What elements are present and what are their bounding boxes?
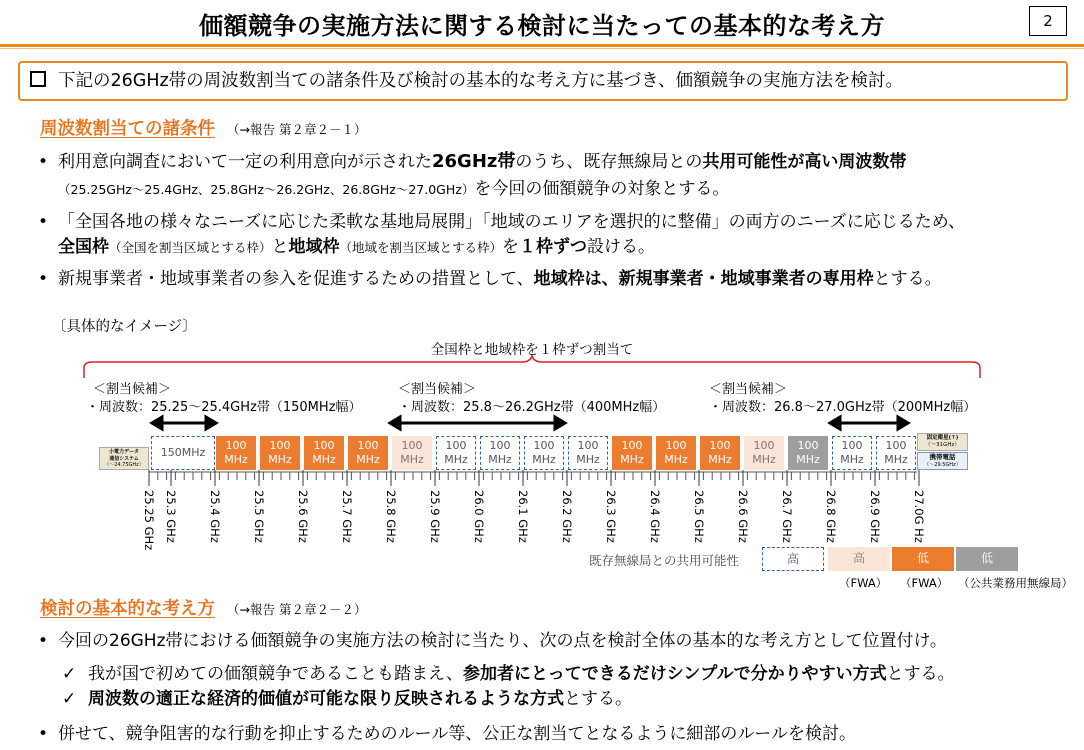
band-cell-unit: MHz bbox=[444, 453, 468, 466]
frequency-axis bbox=[149, 470, 919, 486]
s1-bullet-2: • 「全国各地の様々なニーズに応じた柔軟な基地局展開」「地域のエリアを選択的に整備」の両方のニーズに応じるため、 bbox=[38, 212, 966, 232]
page-number: 2 bbox=[1029, 6, 1067, 36]
legend-sub-label: （FWA） bbox=[839, 576, 888, 590]
band-cell-value: 100 bbox=[709, 439, 731, 452]
frequency-tick-label: 26.0 GHz bbox=[472, 490, 486, 543]
band-cell-value: 100 bbox=[357, 439, 379, 452]
band-cell-value: 100 bbox=[841, 439, 863, 452]
band-cell bbox=[700, 436, 740, 470]
candidate-2-freq: ・周波数：25.8～26.2GHz帯（400MHz幅） bbox=[398, 400, 666, 415]
fixed-satellite-box bbox=[917, 433, 968, 451]
band-cell-unit: MHz bbox=[488, 453, 512, 466]
band-cell bbox=[260, 436, 300, 470]
legend-swatch: 高 bbox=[828, 547, 890, 571]
candidate-1-freq: ・周波数：25.25～25.4GHz帯（150MHz幅） bbox=[86, 400, 362, 415]
s1b2-t5: 地域枠 bbox=[288, 237, 340, 257]
frequency-tick-label: 25.3 GHz bbox=[164, 490, 178, 543]
rtop-l1: 固定衛星(↑) bbox=[926, 435, 959, 441]
band-cell-unit: MHz bbox=[840, 453, 864, 466]
page-title: 価額競争の実施方法に関する検討に当たっての基本的な考え方 bbox=[199, 12, 885, 40]
s2-check-1 bbox=[62, 659, 955, 684]
rtop-l2: （～31GHz） bbox=[925, 442, 960, 448]
frequency-tick-label: 26.5 GHz bbox=[692, 490, 706, 543]
candidate-3-freq: ・周波数：26.8～27.0GHz帯（200MHz幅） bbox=[709, 400, 977, 415]
s1b1-t1: 利用意向調査において一定の利用意向が示された bbox=[58, 152, 432, 172]
band-cell bbox=[216, 436, 256, 470]
s1b1-t5: （25.25GHz～25.4GHz、25.8GHz～26.2GHz、26.8GHz～27.0GHz） bbox=[58, 182, 475, 197]
band-cell bbox=[788, 436, 828, 470]
frequency-tick-label: 25.8 GHz bbox=[384, 490, 398, 543]
band-cell-unit: MHz bbox=[752, 453, 776, 466]
band-cell bbox=[832, 436, 872, 470]
band-cell-unit: MHz bbox=[576, 453, 600, 466]
band-cell bbox=[568, 436, 608, 470]
legend-label: 既存無線局との共用可能性 bbox=[589, 553, 740, 568]
s1b3-t2: 地域枠は、新規事業者・地域事業者の専用枠 bbox=[533, 269, 874, 289]
band-cell-unit: MHz bbox=[884, 453, 908, 466]
legend-sub-label: （FWA） bbox=[900, 576, 949, 590]
s2-bullet-1: • 今回の26GHz帯における価額競争の実施方法の検討に当たり、次の点を検討全体の基本的な考え方として位置付け。 bbox=[38, 631, 947, 651]
legend-swatch: 高 bbox=[762, 547, 824, 571]
check-icon: ✓ bbox=[62, 689, 77, 709]
s1b2-t8: １枠ずつ bbox=[519, 237, 588, 257]
frequency-tick-label: 26.4 GHz bbox=[648, 490, 662, 543]
band-cell-value: 100 bbox=[753, 439, 775, 452]
band-cell bbox=[392, 436, 432, 470]
band-cell bbox=[744, 436, 784, 470]
legend-swatch: 低 bbox=[956, 547, 1018, 571]
band-cell-unit: MHz bbox=[312, 453, 336, 466]
band-cell bbox=[876, 436, 916, 470]
band-cell-unit: MHz bbox=[268, 453, 292, 466]
band-cell-unit: MHz bbox=[664, 453, 688, 466]
s2-bullet-2: • 併せて、競争阻害的な行動を抑止するためのルール等、公正な割当てとなるように細部のルールを検討。 bbox=[38, 724, 856, 744]
s1-bullet-1: • 利用意向調査において一定の利用意向が示された26GHz帯のうち、既存無線局との共用可能性が高い周波数帯 bbox=[38, 151, 907, 172]
s2c2-t2: とする。 bbox=[564, 689, 632, 709]
band-cell-value: 100 bbox=[577, 439, 599, 452]
s1b2-t9: 設ける。 bbox=[587, 237, 656, 257]
band-cell-unit: MHz bbox=[356, 453, 380, 466]
band-cell-value: 100 bbox=[445, 439, 467, 452]
s2c1-t3: とする。 bbox=[886, 664, 955, 684]
summary-text: 下記の26GHz帯の周波数割当ての諸条件及び検討の基本的な考え方に基づき、価額競争の実施方法を検討。 bbox=[58, 71, 903, 91]
band-cell-value: 100 bbox=[885, 439, 907, 452]
band-cell-value: 100 bbox=[313, 439, 335, 452]
band-cell-unit: MHz bbox=[708, 453, 732, 466]
legend-swatch: 低 bbox=[892, 547, 954, 571]
frequency-tick-label: 25.7 GHz bbox=[340, 490, 354, 543]
s1b2-t7: を bbox=[502, 237, 520, 257]
section2-heading bbox=[40, 595, 366, 620]
frequency-tick-label: 26.3 GHz bbox=[604, 490, 618, 543]
band-cell-value: 100 bbox=[225, 439, 247, 452]
lbox-l3: （～24.75GHz） bbox=[104, 462, 144, 468]
section2-heading-text: 検討の基本的な考え方 bbox=[40, 599, 215, 619]
s2b1-text: 今回の26GHz帯における価額競争の実施方法の検討に当たり、次の点を検討全体の基本的な考え方として位置付け。 bbox=[58, 631, 947, 651]
frequency-tick-label: 26.1 GHz bbox=[516, 490, 530, 543]
candidate-3-head: ＜割当候補＞ bbox=[709, 382, 788, 397]
s1b3-t1: 新規事業者・地域事業者の参入を促進するための措置として、 bbox=[58, 269, 534, 289]
frequency-tick-label: 26.6 GHz bbox=[736, 490, 750, 543]
s1b2-t4: と bbox=[271, 237, 289, 257]
frequency-tick-label: 25.5 GHz bbox=[252, 490, 266, 543]
section1-ref: （→報告 第２章２－１） bbox=[227, 122, 367, 137]
band-cell bbox=[304, 436, 344, 470]
s1b2-t3: （全国を割当区域とする枠） bbox=[109, 240, 272, 255]
band-cell-value: 100 bbox=[797, 439, 819, 452]
frequency-tick-label: 26.7 GHz bbox=[780, 490, 794, 543]
candidate-2-head: ＜割当候補＞ bbox=[398, 382, 477, 397]
block-150mhz bbox=[151, 436, 215, 470]
s1b2-t6: （地域を割当区域とする枠） bbox=[339, 240, 503, 255]
candidate-1-head: ＜割当候補＞ bbox=[93, 382, 172, 397]
s2c2-t1: 周波数の適正な経済的価値が可能な限り反映されるような方式 bbox=[88, 689, 564, 709]
s1b1-t4: 共用可能性が高い周波数帯 bbox=[702, 152, 907, 172]
section2-ref: （→報告 第２章２－２） bbox=[227, 602, 367, 617]
check-icon: ✓ bbox=[62, 664, 77, 684]
band-cell bbox=[348, 436, 388, 470]
s2c1-t1: 我が国で初めての価額競争であることも踏まえ、 bbox=[88, 664, 464, 684]
s2c1-t2: 参加者にとってできるだけシンプルで分かりやすい方式 bbox=[463, 664, 887, 684]
s2b2-text: 併せて、競争阻害的な行動を抑止するためのルール等、公正な割当てとなるように細部のルールを検討。 bbox=[58, 724, 856, 744]
s1b2-t1: 「全国各地の様々なニーズに応じた柔軟な基地局展開」「地域のエリアを選択的に整備」の両方のニーズに応じるため、 bbox=[58, 212, 966, 232]
band-cell-value: 100 bbox=[621, 439, 643, 452]
frequency-tick-label: 26.9 GHz bbox=[868, 490, 882, 543]
band-cell bbox=[524, 436, 564, 470]
band-cell-value: 100 bbox=[269, 439, 291, 452]
frequency-tick-label: 25.9 GHz bbox=[428, 490, 442, 543]
frequency-tick-label: 25.6 GHz bbox=[296, 490, 310, 543]
s1b1-t3: のうち、既存無線局との bbox=[515, 152, 703, 172]
band-cell bbox=[612, 436, 652, 470]
s1-bullet-3: • 新規事業者・地域事業者の参入を促進するための措置として、地域枠は、新規事業者・地域事業者の専用枠とする。 bbox=[38, 269, 942, 289]
section1-heading-text: 周波数割当ての諸条件 bbox=[40, 119, 215, 139]
low-power-data-box bbox=[99, 447, 149, 470]
s1b1-t2: 26GHz帯 bbox=[432, 151, 516, 172]
allocation-brace bbox=[84, 356, 980, 378]
frequency-tick-label: 25.25 GHz bbox=[142, 490, 156, 551]
band-cell bbox=[656, 436, 696, 470]
band-cell-unit: MHz bbox=[224, 453, 248, 466]
range-arrows bbox=[152, 417, 908, 429]
band-cell-value: 100 bbox=[665, 439, 687, 452]
legend-sub-label: （公共業務用無線局） bbox=[958, 576, 1073, 590]
frequency-tick-label: 26.2 GHz bbox=[560, 490, 574, 543]
frequency-tick-label: 25.4 GHz bbox=[208, 490, 222, 543]
rbot-l1: 携帯電話 bbox=[929, 453, 956, 461]
lbox-l2: 通信システム bbox=[109, 455, 139, 462]
brace-label: 全国枠と地域枠を１枠ずつ割当て bbox=[430, 342, 634, 358]
s1b2-t2: 全国枠 bbox=[58, 237, 109, 257]
diagram-caption: 〔具体的なイメージ〕 bbox=[52, 319, 197, 335]
band-cell-value: 100 bbox=[401, 439, 423, 452]
frequency-tick-label: 27.0G Hz bbox=[912, 490, 926, 543]
s1b3-t3: とする。 bbox=[873, 269, 942, 289]
block-150mhz-label: 150MHz bbox=[160, 446, 206, 459]
band-cell-value: 100 bbox=[533, 439, 555, 452]
frequency-tick-label: 26.8 GHz bbox=[824, 490, 838, 543]
lbox-l1: 小電力データ bbox=[108, 449, 139, 455]
band-cell-unit: MHz bbox=[532, 453, 556, 466]
band-cell-value: 100 bbox=[489, 439, 511, 452]
band-cell bbox=[480, 436, 520, 470]
band-cell-unit: MHz bbox=[400, 453, 424, 466]
band-cell-unit: MHz bbox=[620, 453, 644, 466]
s1b1-t6: を今回の価額競争の対象とする。 bbox=[474, 179, 730, 199]
rbot-l2: （～29.5GHz） bbox=[924, 461, 961, 468]
mobile-phone-box bbox=[917, 452, 968, 470]
s2-check-2 bbox=[62, 684, 632, 709]
band-cell-unit: MHz bbox=[796, 453, 820, 466]
band-cell bbox=[436, 436, 476, 470]
